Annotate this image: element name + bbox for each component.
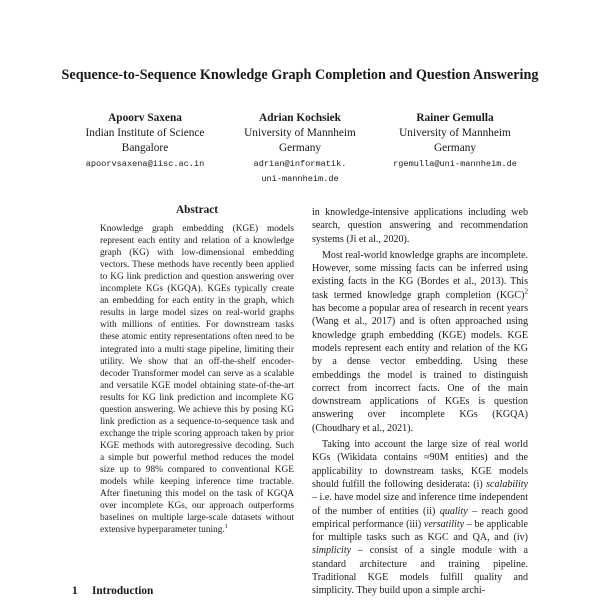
paragraph: Taking into account the large size of real world KGs (Wikidata contains ≈90M entities) and the applicability to downstream tasks, KGE models should fulfill the following desiderata: (i) scalability – i.e. have model size and inference time independent of the number of entities (ii) quality – reach good empirical performance (iii) versatility – be applicable for multiple tasks such as KGC and QA, and (iv) simplicity – consist of a single module with a standard architecture and training pipeline. Traditional KGE models fulfill quality and simplicity. They build upon a simple archi- xyxy=(312,439,528,597)
section-heading xyxy=(72,585,153,597)
paragraph: in knowledge-intensive applications including web search, question answering and recommendation systems (Ji et al., 2020). xyxy=(312,207,528,245)
section-number: 1 xyxy=(72,585,78,597)
author-email: apoorvsaxena@iisc.ac.in xyxy=(85,159,205,169)
author-affiliation-location: Germany xyxy=(433,142,477,154)
author-email: adrian@informatik. uni-mannheim.de xyxy=(253,159,347,184)
paper-title: Sequence-to-Sequence Knowledge Graph Completion and Question Answering xyxy=(61,67,539,83)
author-affiliation: University of Mannheim xyxy=(399,127,511,139)
author-name: Adrian Kochsiek xyxy=(259,112,341,124)
right-column xyxy=(312,206,528,598)
author-affiliation: University of Mannheim xyxy=(244,127,356,139)
abstract-text: Knowledge graph embedding (KGE) models represent each entity and relation of a knowledge graph (KG) with low-dimensional embedding vectors. These methods have recently been applied to KG link prediction and question answering over incomplete KGs (KGQA). KGEs typically create an embedding for each entity in the graph, which results in large model sizes on real-world graphs with millions of entities. For downstream tasks these atomic entity representations often need to be integrated into a multi stage pipeline, limiting their utility. We show that an off-the-shelf encoder-decoder Transformer model can serve as a scalable and versatile KGE model obtaining state-of-the-art results for KG link prediction and incomplete KG question answering. We achieve this by posing KG link prediction as a sequence-to-sequence task and exchange the triple scoring approach taken by prior KGE methods with autoregressive decoding. Such a simple but powerful method reduces the model size up to 98% compared to conventional KGE models while keeping inference time tractable. After finetuning this model on the task of KGQA over incomplete KGs, our approach outperforms baselines on multiple large-scale datasets without extensive hyperparameter tuning.$^1$ xyxy=(100,224,294,536)
section-title: Introduction xyxy=(92,585,154,597)
author-2 xyxy=(225,111,375,187)
author-1 xyxy=(70,111,220,187)
author-name: Rainer Gemulla xyxy=(416,112,494,124)
author-affiliation-location: Germany xyxy=(278,142,322,154)
abstract-heading: Abstract xyxy=(175,204,219,216)
footnote-mark: 1 xyxy=(224,523,229,531)
author-name: Apoorv Saxena xyxy=(108,112,182,124)
author-affiliation-location: Bangalore xyxy=(121,142,169,154)
left-column xyxy=(100,204,294,536)
author-email: rgemulla@uni-mannheim.de xyxy=(393,159,517,169)
author-affiliation: Indian Institute of Science xyxy=(85,127,205,139)
paragraph: Most real-world knowledge graphs are incomplete. However, some missing facts can be inferred using existing facts in the KG (Bordes et al., 2013). This task termed knowledge graph completion (KGC)$^2$ has become a popular area of research in recent years (Wang et al., 2017) and is often approached using knowledge graph embedding (KGE) models. KGE models represent each entity and relation of the KG by a dense vector embedding. Using these embeddings the model is trained to distinguish correct from incorrect facts. One of the main downstream applications of KGEs is question answering over incomplete KGs (KGQA) (Choudhary et al., 2021). xyxy=(312,249,528,434)
author-3 xyxy=(380,111,530,187)
author-block xyxy=(70,111,530,187)
